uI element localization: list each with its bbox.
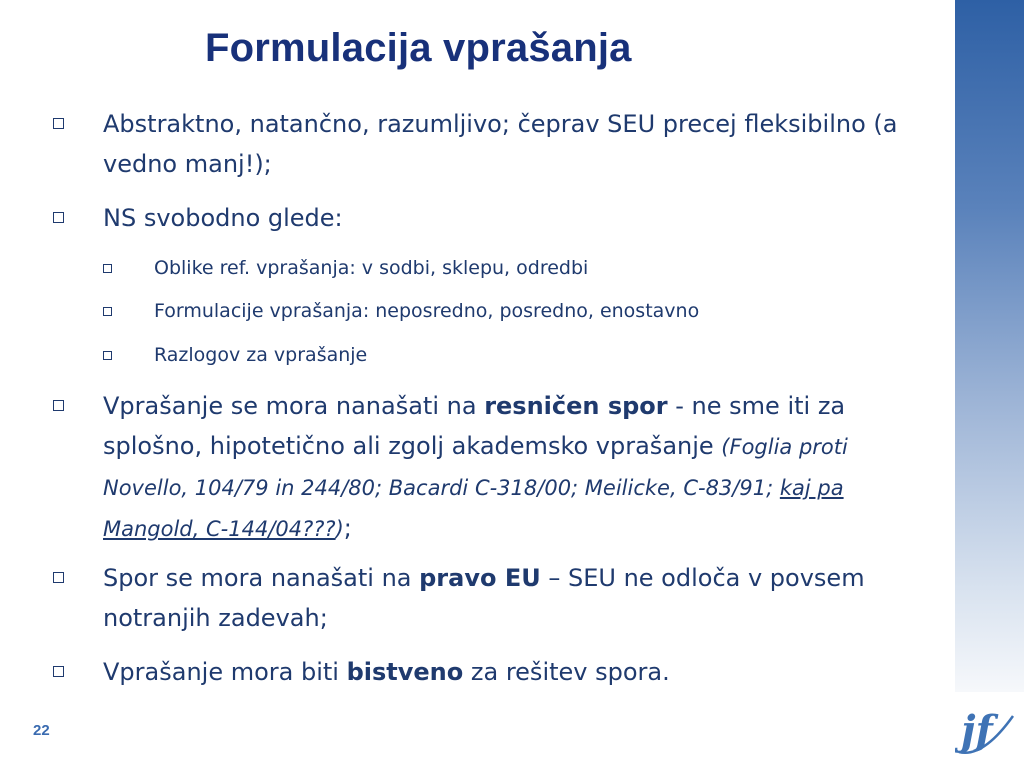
bullet-item-5	[103, 652, 903, 692]
bullet-text-4-pre: Spor se mora nanašati na	[103, 564, 420, 592]
square-bullet-icon	[53, 118, 64, 129]
bullet-item-3	[103, 386, 903, 549]
logo-text: jf	[961, 707, 993, 754]
bullet-text-4-post: – SEU ne odloča v povsem notranjih zadevah;	[103, 564, 865, 632]
bullet-item-1	[103, 104, 903, 184]
bullet-text-1: Abstraktno, natančno, razumljivo; čeprav SEU precej fleksibilno (a vedno manj!);	[103, 110, 898, 178]
case-citations-end: )	[335, 517, 344, 541]
bullet-text-5-emphasis: bistveno	[346, 658, 464, 686]
square-bullet-icon	[53, 666, 64, 677]
bullet-text-3-mid: - ne sme iti za splošno, hipotetično ali zgolj akademsko vprašanje	[103, 392, 846, 460]
bullet-text-2: NS svobodno glede:	[103, 204, 343, 232]
decorative-sidebar	[955, 0, 1024, 692]
sub-bullet-item-3	[154, 342, 894, 368]
jf-logo-icon	[955, 706, 1017, 758]
slide-title: Formulacija vprašanja	[205, 26, 632, 70]
square-bullet-icon	[103, 307, 112, 316]
bullet-item-2	[103, 198, 903, 238]
sub-bullet-text-2: Formulacije vprašanja: neposredno, posredno, enostavno	[154, 300, 700, 322]
bullet-text-5-post: za rešitev spora.	[463, 658, 670, 686]
square-bullet-icon	[53, 212, 64, 223]
page-number: 22	[33, 722, 50, 739]
sub-bullet-text-1: Oblike ref. vprašanja: v sodbi, sklepu, odredbi	[154, 257, 589, 279]
square-bullet-icon	[103, 264, 112, 273]
sub-bullet-text-3: Razlogov za vprašanje	[154, 344, 368, 366]
case-citation-link[interactable]: kaj pa Mangold, C-144/04???	[103, 476, 844, 541]
bullet-text-5-pre: Vprašanje mora biti	[103, 658, 347, 686]
bullet-text-4-emphasis: pravo EU	[419, 564, 541, 592]
sub-bullet-item-2	[154, 298, 894, 324]
bullet-text-3-end: ;	[343, 514, 352, 542]
sub-bullet-item-1	[154, 255, 894, 281]
case-citations: (Foglia proti Novello, 104/79 in 244/80; Bacardi C-318/00; Meilicke, C-83/91;	[103, 435, 848, 500]
bullet-item-4	[103, 558, 903, 638]
square-bullet-icon	[53, 572, 64, 583]
bullet-text-3-emphasis: resničen spor	[484, 392, 668, 420]
square-bullet-icon	[103, 351, 112, 360]
bullet-text-3-pre: Vprašanje se mora nanašati na	[103, 392, 485, 420]
square-bullet-icon	[53, 400, 64, 411]
